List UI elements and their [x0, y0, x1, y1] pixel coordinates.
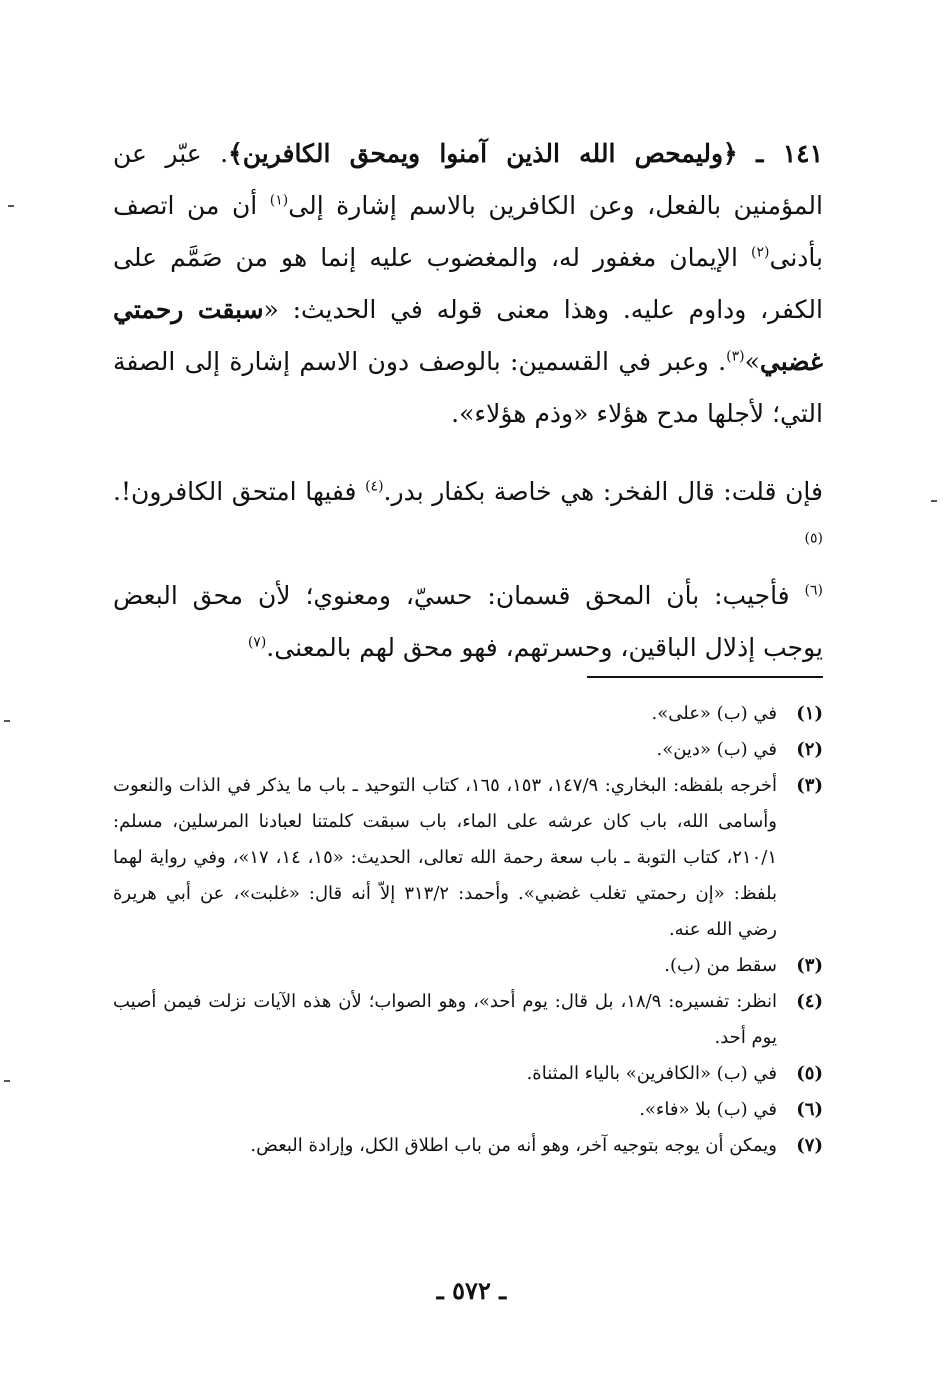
footnote-item — [113, 696, 823, 732]
footnote-number: (٧) — [796, 1135, 823, 1156]
paragraph-text: . عبّر عن المؤمنين بالفعل، وعن الكافرين بالاسم إشارة إلى — [113, 139, 823, 220]
footnote-ref[interactable]: (٥) — [804, 530, 823, 547]
footnote-text: انظر: تفسيره: ١٨/٩، بل قال: يوم أحد»، وهو الصواب؛ لأن هذه الآيات نزلت فيمن أصيب يوم أحد. — [113, 991, 777, 1048]
footnote-item — [113, 1092, 823, 1128]
paragraph-text: . وعبر في القسمين: بالوصف دون الاسم إشارة إلى الصفة التي؛ لأجلها مدح هؤلاء «وذم هؤلاء». — [113, 347, 823, 428]
paragraph-text: فأجيب: بأن المحق قسمان: حسيّ، ومعنوي؛ لأن محق البعض يوجب إذلال الباقين، وحسرتهم، فهو محق لهم بالمعنى. — [113, 581, 823, 662]
paragraph-text: أن من اتصف بأدنى — [113, 191, 823, 272]
footnote-number: (٤) — [796, 991, 823, 1012]
paragraph-text: فإن قلت: قال الفخر: هي خاصة بكفار بدر. — [383, 477, 823, 506]
footnotes-list — [113, 696, 823, 1164]
margin-mark — [4, 720, 10, 722]
footnote-ref[interactable]: (٧) — [247, 634, 267, 651]
footnote-ref[interactable]: (٤) — [365, 478, 384, 495]
paragraph-fakhr — [113, 466, 823, 570]
footnote-number: (٦) — [796, 1099, 823, 1120]
footnote-ref[interactable]: (٦) — [804, 582, 823, 599]
footnote-item — [113, 1056, 823, 1092]
footnote-number: (٣) — [796, 955, 823, 976]
footnote-item — [113, 1128, 823, 1164]
paragraph-141 — [113, 128, 823, 440]
footnote-ref[interactable]: (٣) — [726, 348, 745, 365]
paragraph-answer — [113, 570, 823, 674]
footnote-text: في (ب) «على». — [651, 703, 777, 724]
footnote-number: (٣) — [796, 775, 823, 796]
footnote-text: أخرجه بلفظه: البخاري: ١٤٧/٩، ١٥٣، ١٦٥، كتاب التوحيد ـ باب ما يذكر في الذات والنعوت وأسامى الله، باب كان عرشه على الماء، باب سبقت كلمتنا لعبادنا المرسلين، مسلم: ٢١٠/١، كتاب التوبة ـ باب سعة رحمة الله تعالى، الحديث: «١٥، ١٤، ١٧»، وفي رواية لهما بلفظ: «إن رحمتي تغلب غضبي». وأحمد: ٣١٣/٢ إلاّ أنه قال: «غلبت»، عن أبي هريرة رضي الله عنه. — [113, 775, 778, 940]
footnote-item — [113, 948, 823, 984]
footnote-text: في (ب) «الكافرين» بالياء المثناة. — [526, 1063, 777, 1084]
paragraph-text: ففيها امتحق الكافرون!. — [113, 477, 357, 506]
margin-mark — [931, 500, 937, 502]
footnote-text: ويمكن أن يوجه بتوجيه آخر، وهو أنه من باب اطلاق الكل، وإرادة البعض. — [250, 1135, 777, 1156]
footnote-number: (٥) — [796, 1063, 823, 1084]
paragraph-text: » — [744, 347, 760, 376]
hadith-quote: سبقت رحمتي غضبي — [113, 295, 823, 376]
footnote-separator — [587, 676, 823, 678]
footnote-item — [113, 984, 823, 1056]
margin-mark — [4, 1080, 10, 1082]
footnote-item — [113, 768, 823, 948]
verse-number: ١٤١ ـ — [756, 139, 824, 168]
margin-mark — [8, 205, 14, 207]
quran-verse: ﴿وليمحص الله الذين آمنوا ويمحق الكافرين﴾ — [228, 139, 738, 168]
footnote-number: (١) — [796, 703, 823, 724]
footnote-number: (٢) — [796, 739, 823, 760]
page-number: ـ ٥٧٢ ـ — [436, 1276, 507, 1305]
footnote-text: في (ب) «دين». — [656, 739, 777, 760]
footnote-text: سقط من (ب). — [664, 955, 777, 976]
footnote-item — [113, 732, 823, 768]
footnote-ref[interactable]: (١) — [269, 192, 289, 209]
footnote-text: في (ب) بلا «فاء». — [639, 1099, 777, 1120]
paragraph-text: الإيمان مغفور له، والمغضوب عليه إنما هو من صَمَّم على الكفر، وداوم عليه. وهذا معنى قوله في الحديث: « — [113, 243, 823, 324]
footnote-ref[interactable]: (٢) — [751, 244, 770, 261]
